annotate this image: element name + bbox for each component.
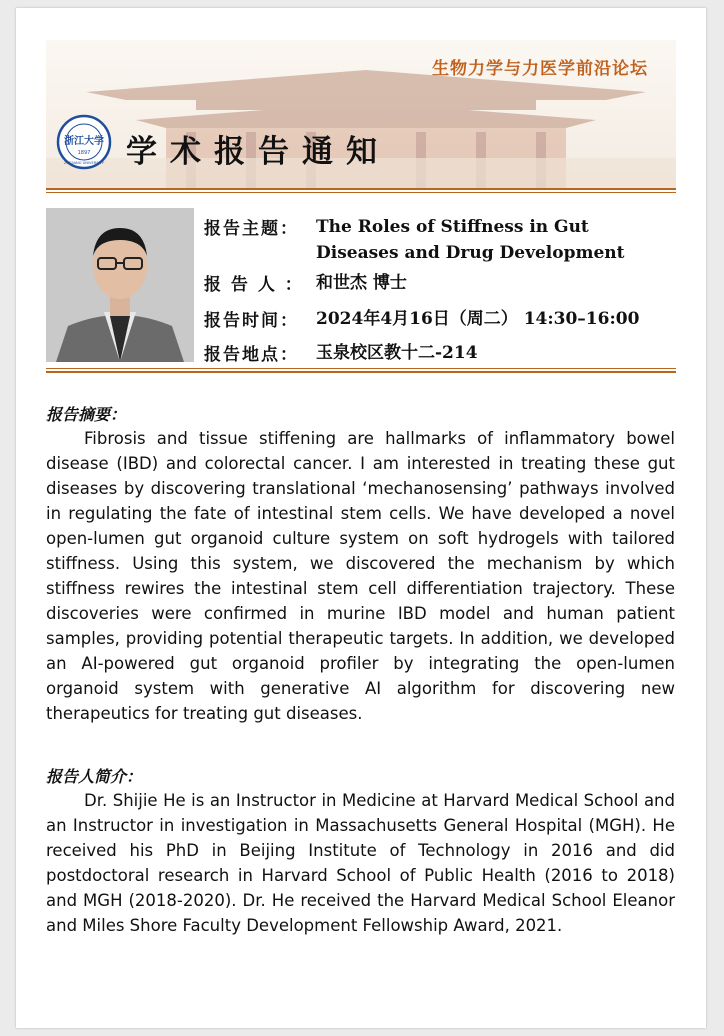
poster-page <box>16 8 706 1028</box>
topic-value: The Roles of Stiffness in Gut Diseases and Drug Development <box>316 217 625 263</box>
abstract-text: Fibrosis and tissue stiffening are hallmarks of inflammatory bowel disease (IBD) and colorectal cancer. I am interested in treating these gut diseases by discovering translational ‘mechanosensing’ pathways involved in regulating the fate of intestinal stem cells. We have developed a novel open-lumen gut organoid culture system on soft hydrogels with tailored stiffness. Using this system, we discovered the mechanism by which stiffness rewires the intestinal stem cell differentiation trajectory. These discoveries were confirmed in murine IBD model and human patient samples, providing potential therapeutic targets. In addition, we developed an AI-powered gut organoid profiler by integrating the open-lumen organoid system with generative AI algorithm for discovering new therapeutics for treating gut diseases. <box>46 429 675 723</box>
divider-top-thin <box>46 192 676 193</box>
svg-text:ZHEJIANG UNIVERSITY: ZHEJIANG UNIVERSITY <box>64 161 104 165</box>
banner <box>46 40 676 188</box>
divider-bottom-thin <box>46 368 676 369</box>
time-value: 2024年4月16日（周二） 14:30–16:00 <box>316 309 640 329</box>
venue-row <box>204 340 676 366</box>
bio-heading: 报告人简介： <box>46 767 143 786</box>
topic-row <box>204 214 676 266</box>
notice-title: 学术报告通知 <box>126 134 390 170</box>
speaker-photo <box>46 208 194 362</box>
bio-text: Dr. Shijie He is an Instructor in Medicine at Harvard Medical School and an Instructor in investigation in Massachusetts General Hospital (MGH). He received his PhD in Beijing Institute of Technology in 2016 and did postdoctoral research in Harvard School of Public Health (2016 to 2018) and MGH (2018-2020). Dr. He received the Harvard Medical School Eleanor and Miles Shore Faculty Development Fellowship Award, 2021. <box>46 791 675 935</box>
speaker-name: 和世杰 博士 <box>316 273 407 293</box>
time-row <box>204 306 676 332</box>
time-label: 报告时间： <box>204 311 299 331</box>
forum-title: 生物力学与力医学前沿论坛 <box>432 59 648 79</box>
speaker-label: 报 告 人 ： <box>204 275 304 295</box>
abstract-heading: 报告摘要： <box>46 405 127 424</box>
topic-label: 报告主题： <box>204 219 299 239</box>
svg-text:1897: 1897 <box>77 150 91 156</box>
svg-text:浙江大学: 浙江大学 <box>64 136 104 147</box>
divider-bottom-thick <box>46 371 676 373</box>
venue-label: 报告地点： <box>204 345 299 365</box>
venue-value: 玉泉校区教十二-214 <box>316 343 478 363</box>
speaker-row <box>204 270 676 296</box>
divider-top-thick <box>46 188 676 190</box>
zhejiang-university-logo-icon <box>56 114 112 170</box>
